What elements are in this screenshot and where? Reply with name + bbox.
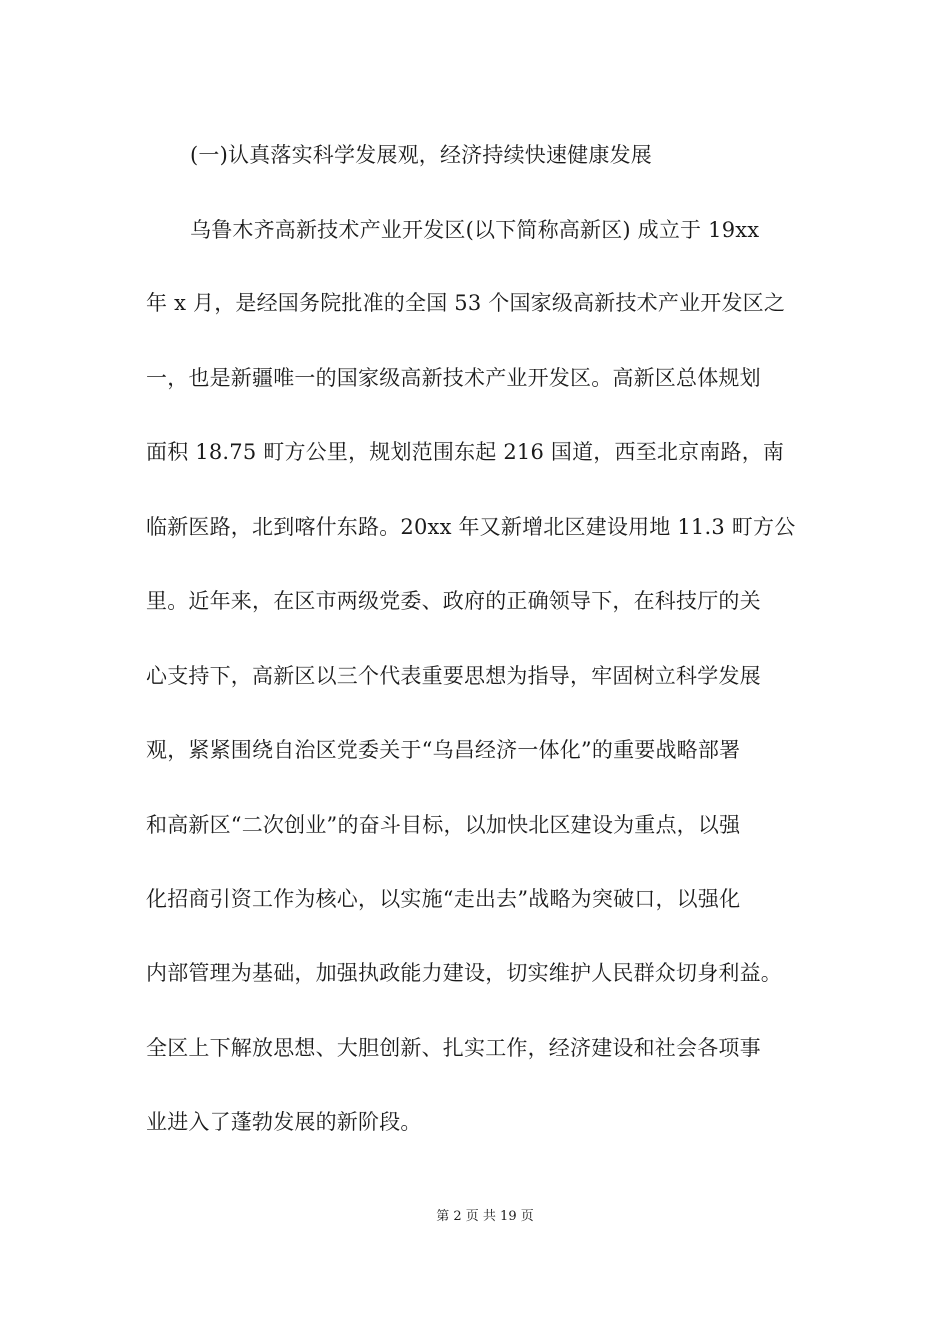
paragraph-line: 临新医路，北到喀什东路。20xx 年又新增北区建设用地 11.3 町方公 bbox=[146, 515, 796, 539]
paragraph-line: 乌鲁木齐高新技术产业开发区(以下简称高新区) 成立于 19xx bbox=[190, 218, 760, 242]
paragraph-line: 面积 18.75 町方公里，规划范围东起 216 国道，西至北京南路，南 bbox=[146, 440, 785, 464]
paragraph-line: 年 x 月，是经国务院批准的全国 53 个国家级高新技术产业开发区之 bbox=[146, 291, 786, 315]
page-number-footer: 第 2 页 共 19 页 bbox=[436, 1209, 534, 1224]
paragraph-line: 业进入了蓬勃发展的新阶段。 bbox=[146, 1110, 422, 1134]
paragraph-line: 化招商引资工作为核心，以实施“走出去”战略为突破口，以强化 bbox=[146, 887, 741, 911]
paragraph-line: 观，紧紧围绕自治区党委关于“乌昌经济一体化”的重要战略部署 bbox=[146, 738, 741, 762]
paragraph-line: 心支持下，高新区以三个代表重要思想为指导，牢固树立科学发展 bbox=[146, 664, 761, 688]
paragraph-line: 里。近年来，在区市两级党委、政府的正确领导下，在科技厅的关 bbox=[146, 589, 761, 613]
paragraph-line: 全区上下解放思想、大胆创新、扎实工作，经济建设和社会各项事 bbox=[146, 1036, 761, 1060]
paragraph-line: 一，也是新疆唯一的国家级高新技术产业开发区。高新区总体规划 bbox=[146, 366, 761, 390]
section-heading: (一)认真落实科学发展观，经济持续快速健康发展 bbox=[190, 143, 652, 167]
paragraph-line: 和高新区“二次创业”的奋斗目标，以加快北区建设为重点，以强 bbox=[146, 813, 741, 837]
paragraph-line: 内部管理为基础，加强执政能力建设，切实维护人民群众切身利益。 bbox=[146, 961, 782, 985]
